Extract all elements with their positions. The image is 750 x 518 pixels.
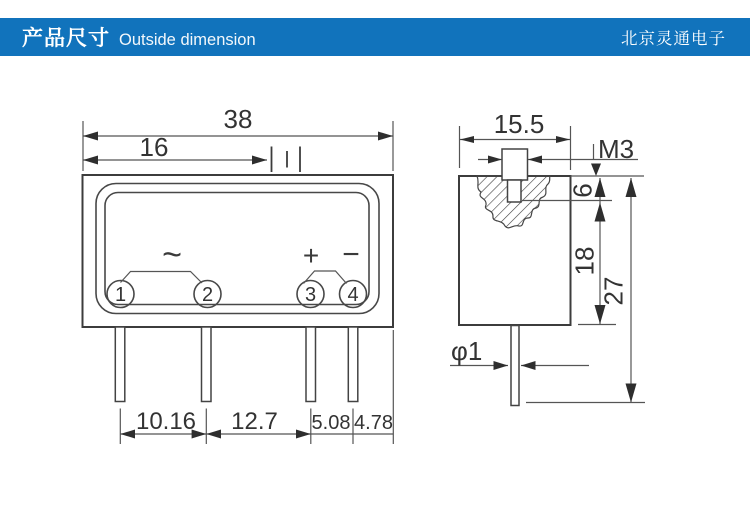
m3-leader-arrow bbox=[591, 164, 601, 177]
dim-hole-offset-16 bbox=[83, 132, 300, 172]
dim-15-5-value: 15.5 bbox=[493, 109, 545, 139]
page-title: 产品尺寸 bbox=[22, 27, 110, 50]
front-view bbox=[83, 104, 394, 444]
front-pin-4 bbox=[348, 327, 358, 402]
dim-15-5-arrow-left bbox=[460, 136, 474, 143]
side-view bbox=[450, 109, 645, 406]
dim-38-arrow-left bbox=[83, 132, 98, 141]
header-bar bbox=[0, 18, 750, 56]
pitch-arrow-3 bbox=[206, 430, 221, 439]
dim-16-value: 16 bbox=[139, 132, 169, 162]
dim-16-arrow-right bbox=[252, 156, 267, 165]
front-pin-1 bbox=[115, 327, 125, 402]
terminal-4-number: 4 bbox=[347, 284, 359, 306]
dim-38-arrow-right bbox=[378, 132, 393, 141]
dim-10-16-value: 10.16 bbox=[135, 408, 197, 435]
phi1-arrow-right bbox=[521, 361, 536, 370]
pitch-arrow-4 bbox=[296, 430, 311, 439]
dim-27-arrow-down bbox=[626, 384, 637, 403]
dim-overall-width-38 bbox=[83, 104, 393, 171]
m3-arrow-left bbox=[488, 156, 502, 164]
header-title-group bbox=[22, 22, 256, 52]
company-name: 北京灵通电子 bbox=[621, 30, 726, 48]
phi1-arrow-left bbox=[494, 361, 509, 370]
threaded-hole bbox=[508, 180, 522, 202]
dim-27-arrow-up bbox=[626, 178, 637, 197]
minus-symbol: − bbox=[342, 238, 360, 271]
screw-boss bbox=[502, 149, 528, 180]
dim-6-value: 6 bbox=[567, 183, 598, 198]
dim-18-arrow-down bbox=[595, 305, 606, 324]
pitch-arrow-1 bbox=[120, 430, 135, 439]
m3-label: M3 bbox=[598, 134, 635, 164]
page-subtitle: Outside dimension bbox=[119, 31, 256, 49]
front-pin-2 bbox=[202, 327, 212, 402]
phi1-value: φ1 bbox=[451, 336, 483, 366]
dim-15-5-arrow-right bbox=[556, 136, 570, 143]
dim-38-value: 38 bbox=[223, 104, 253, 134]
plus-symbol: + bbox=[302, 240, 320, 271]
dim-4-78-value: 4.78 bbox=[354, 412, 393, 434]
dim-5-08-value: 5.08 bbox=[311, 412, 351, 434]
terminal-2-number: 2 bbox=[201, 284, 214, 306]
dim-18-value: 18 bbox=[569, 246, 600, 276]
dim-27-value: 27 bbox=[598, 276, 629, 306]
dim-16-arrow-left bbox=[83, 156, 98, 165]
front-pin-3 bbox=[306, 327, 316, 402]
terminal-1-number: 1 bbox=[114, 284, 127, 306]
ac-symbol: ~ bbox=[162, 236, 182, 274]
terminal-3-number: 3 bbox=[304, 284, 317, 306]
dim-18-arrow-up bbox=[595, 203, 606, 222]
side-lead-pin bbox=[511, 326, 519, 406]
dim-12-7-value: 12.7 bbox=[231, 408, 278, 435]
m3-arrow-right bbox=[528, 156, 542, 164]
